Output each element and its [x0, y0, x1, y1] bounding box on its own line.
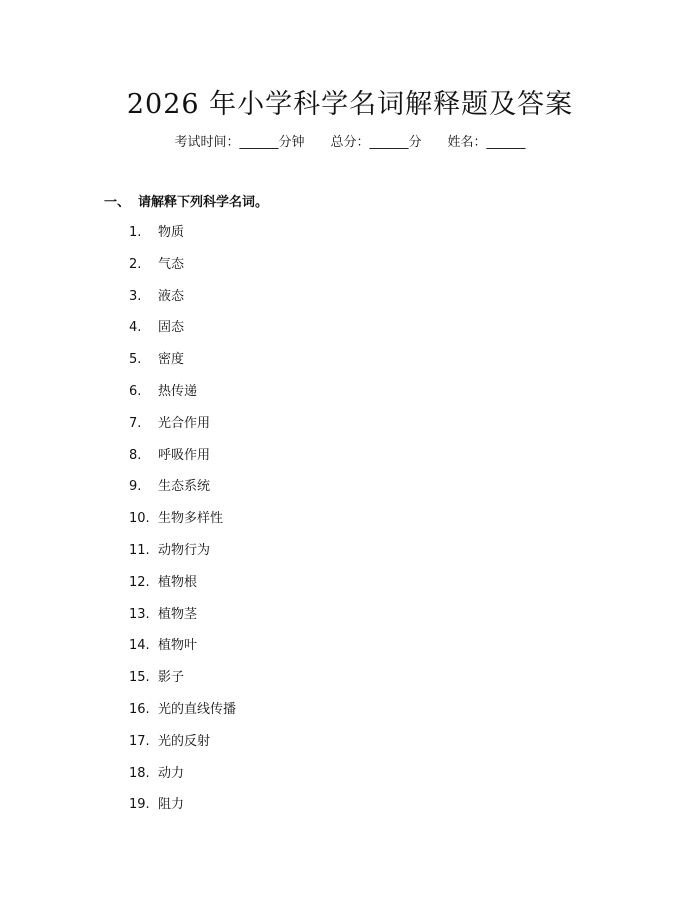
student-name-field: 姓名：______ — [447, 135, 526, 150]
item-term: 密度 — [158, 352, 185, 368]
total-score-field: 总分：______分 — [330, 135, 422, 150]
list-item — [129, 605, 236, 637]
list-item — [129, 636, 236, 668]
list-item — [129, 700, 236, 732]
item-term: 植物叶 — [158, 638, 198, 654]
item-number: 12. — [129, 574, 150, 590]
item-number: 4. — [129, 320, 142, 336]
item-term: 呼吸作用 — [158, 447, 211, 463]
item-number: 14. — [129, 638, 150, 654]
list-item — [129, 764, 236, 796]
list-item — [129, 477, 236, 509]
item-term: 生态系统 — [158, 479, 211, 495]
item-number: 9. — [129, 479, 142, 495]
exam-info-line — [0, 131, 700, 150]
item-term: 光的直线传播 — [158, 701, 237, 717]
item-number: 10. — [129, 511, 150, 527]
list-item — [129, 446, 236, 478]
item-number: 13. — [129, 606, 150, 622]
item-number: 16. — [129, 701, 150, 717]
list-item — [129, 382, 236, 414]
item-term: 影子 — [158, 670, 185, 686]
list-item — [129, 287, 236, 319]
item-term: 动力 — [158, 765, 185, 781]
list-item — [129, 795, 236, 827]
item-number: 8. — [129, 447, 142, 463]
item-term: 光合作用 — [158, 415, 211, 431]
item-term: 生物多样性 — [158, 511, 224, 527]
item-number: 5. — [129, 352, 142, 368]
item-term: 固态 — [158, 320, 185, 336]
term-list — [129, 223, 236, 827]
item-number: 7. — [129, 415, 142, 431]
list-item — [129, 255, 236, 287]
item-number: 6. — [129, 383, 142, 399]
list-item — [129, 573, 236, 605]
item-number: 3. — [129, 288, 142, 304]
item-term: 热传递 — [158, 383, 198, 399]
item-term: 光的反射 — [158, 733, 211, 749]
list-item — [129, 732, 236, 764]
item-term: 动物行为 — [158, 542, 211, 558]
list-item — [129, 350, 236, 382]
list-item — [129, 541, 236, 573]
list-item — [129, 223, 236, 255]
list-item — [129, 509, 236, 541]
item-number: 11. — [129, 542, 150, 558]
item-number: 19. — [129, 797, 150, 813]
section-number: 一、 — [104, 195, 131, 210]
list-item — [129, 318, 236, 350]
section-instruction: 请解释下列科学名词。 — [138, 195, 269, 210]
item-number: 2. — [129, 256, 142, 272]
item-term: 物质 — [158, 225, 185, 240]
item-number: 18. — [129, 765, 150, 781]
item-number: 15. — [129, 670, 150, 686]
list-item — [129, 668, 236, 700]
item-term: 植物茎 — [158, 606, 198, 622]
item-term: 液态 — [158, 288, 185, 304]
item-term: 气态 — [158, 256, 185, 272]
page-title: 2026 年小学科学名词解释题及答案 — [126, 89, 574, 120]
item-number: 1. — [129, 225, 142, 240]
item-term: 植物根 — [158, 574, 198, 590]
section-heading — [104, 191, 268, 210]
exam-time-field: 考试时间：______分钟 — [174, 135, 305, 150]
item-number: 17. — [129, 733, 150, 749]
list-item — [129, 414, 236, 446]
item-term: 阻力 — [158, 797, 185, 813]
